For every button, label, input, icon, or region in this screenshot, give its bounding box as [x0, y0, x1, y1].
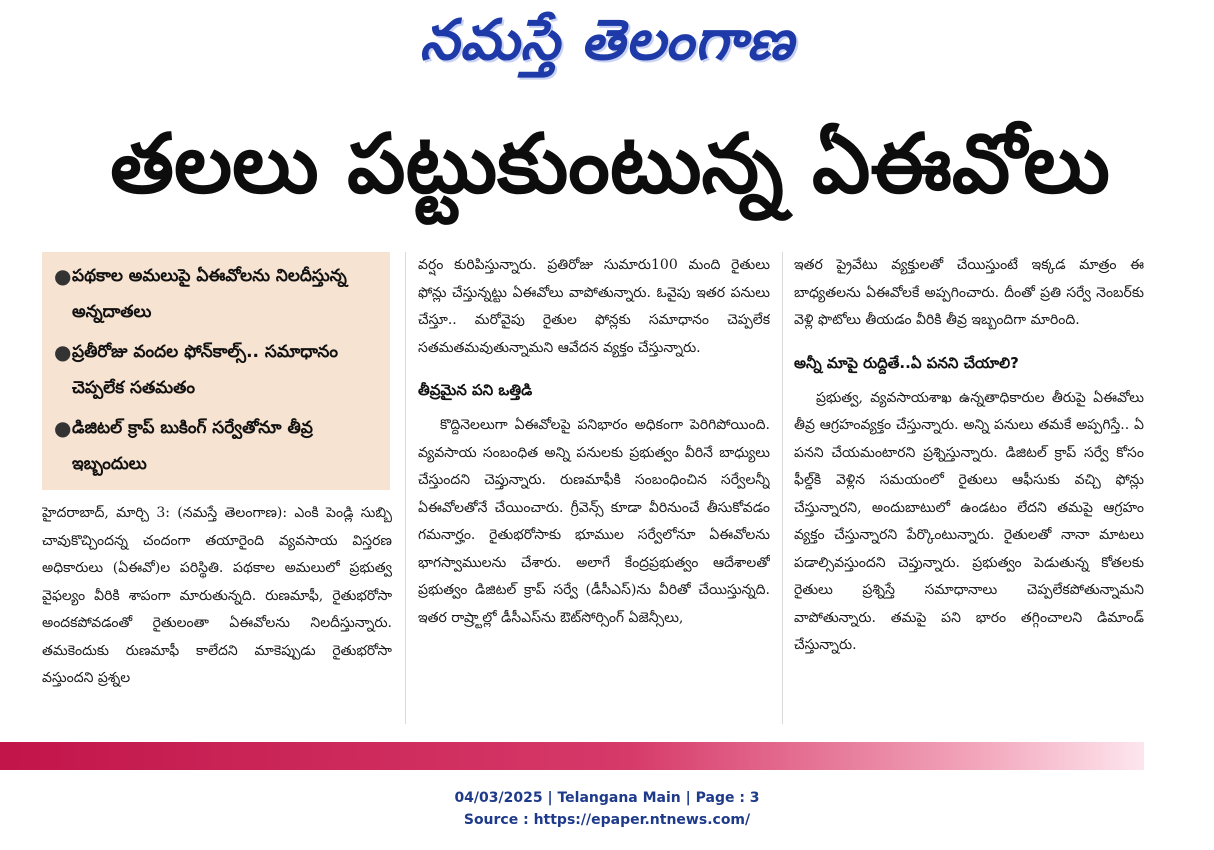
- highlight-text: ప్రతీరోజు వందల ఫోన్‌కాల్స్‌.. సమాధానం చెప్పలేక సతమతం: [72, 342, 338, 398]
- masthead-logo: నమస్తే తెలంగాణ: [419, 8, 795, 73]
- article-paragraph: కొద్దినెలలుగా ఏఈవోలపై పనిభారం అధికంగా పెరిగిపోయింది. వ్యవసాయ సంబంధిత అన్ని పనులకు ప్రభుత్వం వీరినే బాధ్యులు చేస్తుందని చెప్తున్నారు. రుణమాఫీకి సంబంధించిన సర్వేలన్నీ ఏఈవోలతోనే చేయించారు. గ్రీవెన్స్‌ కూడా వీరినుంచే తీసుకోవడం గమనార్హం. రైతుభరోసాకు భూముల సర్వేలోనూ ఏఈవోలను భాగస్వాములను చేశారు. అలాగే కేంద్రప్రభుత్వం ఆదేశాలతో ప్రభుత్వం డిజిటల్‌ క్రాప్‌ సర్వే (డీసీఎస్‌)ను వీరితో చేయిస్తున్నది. ఇతర రాష్ర్టాల్లో డీసీఎస్‌ను ఔట్‌సోర్సింగ్‌ ఏజెన్సీలు,: [418, 417, 770, 626]
- section-subheading: అన్నీ మాపై రుద్దితే..ఏ పనని చేయాలి?: [794, 353, 1019, 372]
- column-divider: [405, 252, 406, 724]
- section-subheading: తీవ్రమైన పని ఒత్తిడి: [418, 381, 533, 399]
- decorative-band: [0, 742, 1144, 770]
- article-column-3: [794, 252, 1144, 727]
- bullet-icon: ●: [54, 264, 72, 288]
- bullet-icon: ●: [54, 416, 72, 440]
- bullet-icon: ●: [54, 340, 72, 364]
- edition-info: 04/03/2025 | Telangana Main | Page : 3: [454, 790, 760, 806]
- article-column-2: [418, 252, 770, 727]
- article-paragraph: ప్రభుత్వ, వ్యవసాయశాఖ ఉన్నతాధికారుల తీరుపై ఏఈవోలు తీవ్ర ఆగ్రహంవ్యక్తం చేస్తున్నారు. అన్ని పనులు తమకే అప్పగిస్తే.. ఏ పనని చేయమంటారని ప్రశ్నిస్తున్నారు. డిజిటల్‌ క్రాప్‌ సర్వే కోసం ఫీల్డ్‌కి వెళ్లిన సమయంలో రైతులు ఆఫీసుకు వచ్చి ఫోన్లు చేస్తున్నారని, అందుబాటులో ఉండటం లేదని తమపై ఆగ్రహం వ్యక్తం చేస్తున్నారని పేర్కొంటున్నారు. రైతులతో నానా మాటలు పడాల్సివస్తుందని చెప్తున్నారు. ప్రభుత్వం పెడుతున్న కోతలకు రైతులు ప్రశ్నిస్తే సమాధానాలు చెప్పలేకపోతున్నామని వాపోతున్నారు. తమపై పని భారం తగ్గించాలని డిమాండ్‌ చేస్తున్నారు.: [794, 389, 1144, 653]
- highlight-item: [54, 258, 380, 330]
- source-link[interactable]: Source : https://epaper.ntnews.com/: [463, 812, 751, 828]
- column-divider: [782, 252, 783, 724]
- highlights-box: [42, 252, 390, 490]
- highlight-item: [54, 410, 380, 482]
- article-headline: తలలు పట్టుకుంటున్న ఏఈవోలు: [110, 117, 1110, 212]
- article-paragraph: వర్షం కురిపిస్తున్నారు. ప్రతిరోజు సుమారు100 మంది రైతులు ఫోన్లు చేస్తున్నట్టు ఏఈవోలు వాపోతున్నారు. ఓవైపు ఇతర పనులు చేస్తూ.. మరోవైపు రైతుల ఫోన్లకు సమాధానం చెప్పలేక సతమతమవుతున్నామని ఆవేదన వ్యక్తం చేస్తున్నారు.: [418, 257, 770, 356]
- article-paragraph: ఇతర ప్రైవేటు వ్యక్తులతో చేయిస్తుంటే ఇక్కడ మాత్రం ఈ బాధ్యతలను ఏఈవోలకే అప్పగించారు. దీంతో ప్రతి సర్వే నెంబర్‌కు వెళ్లి ఫొటోలు తీయడం వీరికి తీవ్ర ఇబ్బందిగా మారింది.: [794, 257, 1144, 328]
- article-paragraph: హైదరాబాద్‌, మార్చి 3: (నమస్తే తెలంగాణ): ఎంకి పెండ్లి సుబ్బి చావుకొచ్చిందన్న చందంగా తయారైంది వ్యవసాయ విస్తరణ అధికారులు (ఏఈవో)ల పరిస్థితి. పథకాల అమలులో ప్రభుత్వ వైఫల్యం వీరికి శాపంగా మారుతున్నది. రుణమాఫీ, రైతుభరోసా అందకపోవడంతో రైతులంతా ఏఈవోలను నిలదీస్తున్నారు. తమకెందుకు రుణమాఫీ కాలేదని మాకెప్పుడు రైతుభరోసా వస్తుందని ప్రశ్నల: [42, 505, 392, 686]
- article-column-1: [42, 500, 392, 725]
- highlight-text: పథకాల అమలుపై ఏఈవోలను నిలదీస్తున్న అన్నదాతలు: [72, 266, 347, 322]
- highlight-item: [54, 334, 380, 406]
- highlight-text: డిజిటల్‌ క్రాప్‌ బుకింగ్‌ సర్వేతోనూ తీవ్ర ఇబ్బందులు: [72, 418, 313, 474]
